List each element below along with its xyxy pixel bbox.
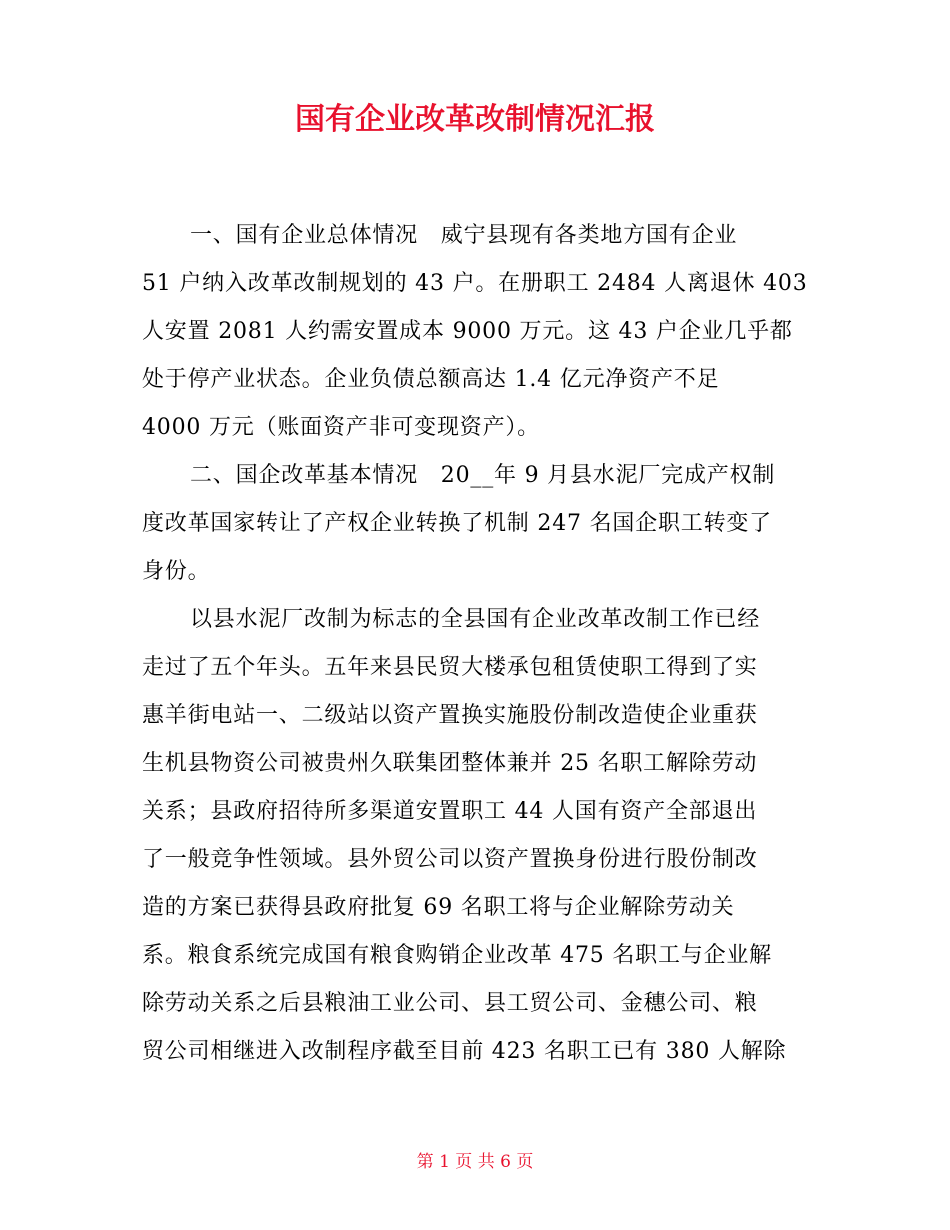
text-line: 了一般竞争性领域。县外贸公司以资产置换身份进行股份制改 <box>142 847 758 872</box>
text-line: 二、国企改革基本情况 20__年 9 月县水泥厂完成产权制 <box>190 463 776 488</box>
text-line: 除劳动关系之后县粮油工业公司、县工贸公司、金穗公司、粮 <box>142 991 758 1016</box>
text-line: 人安置 2081 人约需安置成本 9000 万元。这 43 户企业几乎都 <box>142 319 793 344</box>
text-line: 关系；县政府招待所多渠道安置职工 44 人国有资产全部退出 <box>142 799 758 824</box>
text-line: 生机县物资公司被贵州久联集团整体兼并 25 名职工解除劳动 <box>142 751 758 776</box>
text-line: 身份。 <box>142 559 211 584</box>
text-line: 系。粮食系统完成国有粮食购销企业改革 475 名职工与企业解 <box>142 943 772 968</box>
text-line: 造的方案已获得县政府批复 69 名职工将与企业解除劳动关 <box>142 895 735 920</box>
text-line: 走过了五个年头。五年来县民贸大楼承包租赁使职工得到了实 <box>142 655 758 680</box>
page-number-footer: 第 1 页 共 6 页 <box>416 1152 534 1172</box>
text-line: 贸公司相继进入改制程序截至目前 423 名职工已有 380 人解除 <box>142 1039 787 1064</box>
text-line: 4000 万元（账面资产非可变现资产）。 <box>142 415 540 440</box>
text-line: 以县水泥厂改制为标志的全县国有企业改革改制工作已经 <box>190 607 761 632</box>
document-title: 国有企业改革改制情况汇报 <box>295 102 655 137</box>
text-line: 一、国有企业总体情况 威宁县现有各类地方国有企业 <box>190 223 738 248</box>
text-line: 51 户纳入改革改制规划的 43 户。在册职工 2484 人离退休 403 <box>142 271 808 296</box>
text-line: 惠羊街电站一、二级站以资产置换实施股份制改造使企业重获 <box>142 703 758 728</box>
document-body <box>142 212 812 1076</box>
text-line: 度改革国家转让了产权企业转换了机制 247 名国企职工转变了 <box>142 511 772 536</box>
text-line: 处于停产业状态。企业负债总额高达 1.4 亿元净资产不足 <box>142 367 720 392</box>
